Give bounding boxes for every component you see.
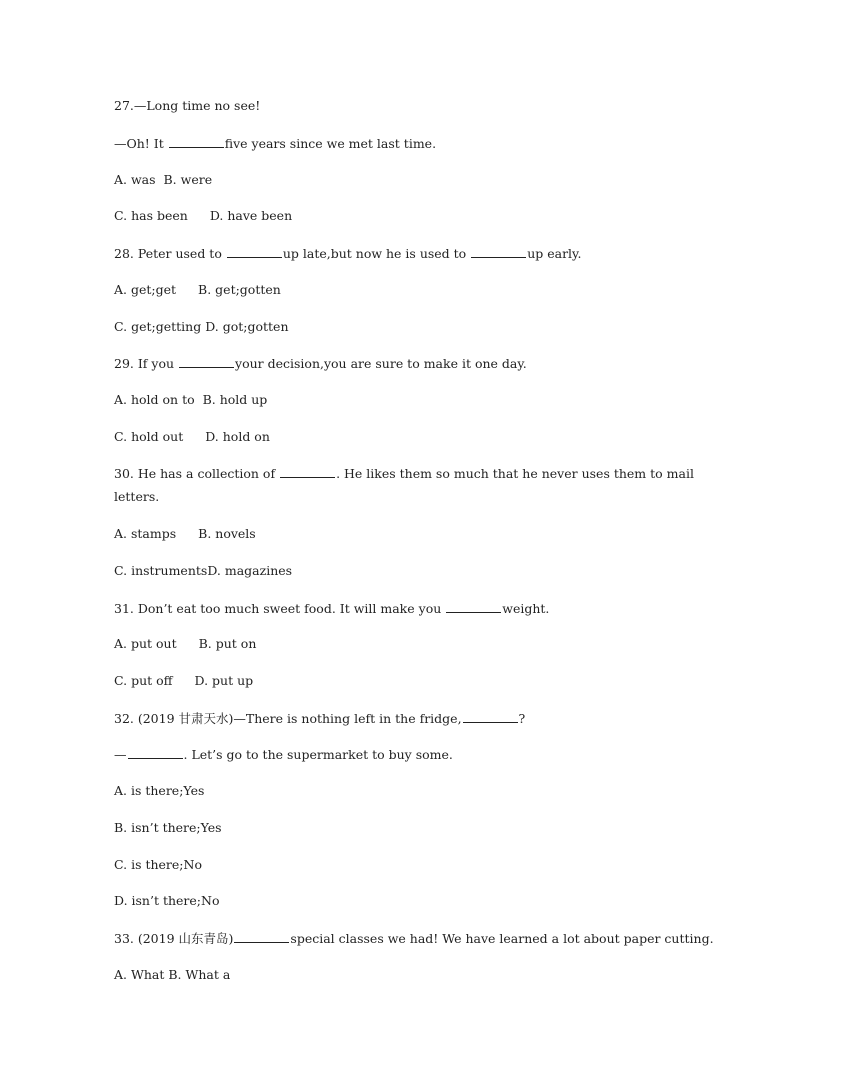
answer-blank	[234, 930, 289, 943]
option-c: C. is there;No	[114, 857, 202, 872]
q27-dialog: —Oh! It five years since we met last time.	[114, 136, 437, 151]
option-d: D. got;gotten	[205, 319, 289, 334]
option-a: A. What	[114, 967, 165, 982]
q32-option-d	[114, 893, 219, 909]
q32-option-a	[114, 783, 204, 799]
option-b: B. get;gotten	[198, 282, 281, 297]
q32-option-c	[114, 857, 202, 873]
option-d: D. isn’t there;No	[114, 893, 220, 908]
option-a: A. was	[114, 172, 156, 187]
q32-dialog: — . Let’s go to the supermarket to buy some.	[114, 747, 453, 762]
q33-stem: 33. (2019 山东青岛) special classes we had! We have learned a lot about paper cutting.	[114, 931, 714, 946]
q30-options-cd	[114, 563, 292, 579]
q29-stem: 29. If you your decision,you are sure to make it one day.	[114, 356, 527, 371]
q31-options-ab	[114, 636, 256, 652]
q28-options-cd	[114, 319, 289, 335]
option-c: C. get;getting	[114, 319, 202, 334]
option-c: C. instruments	[114, 563, 208, 578]
answer-blank	[227, 245, 282, 258]
option-a: A. hold on to	[114, 392, 195, 407]
answer-blank	[179, 355, 234, 368]
answer-blank	[280, 465, 335, 478]
q30-stem: 30. He has a collection of . He likes them so much that he never uses them to mail	[114, 466, 694, 481]
option-b: B. were	[163, 172, 213, 187]
option-b: B. isn’t there;Yes	[114, 820, 222, 835]
option-d: D. hold on	[205, 429, 270, 444]
q29-options-cd	[114, 429, 270, 445]
q27-options-ab	[114, 172, 212, 188]
answer-blank	[471, 245, 526, 258]
answer-blank	[169, 135, 224, 148]
q31-stem: 31. Don’t eat too much sweet food. It will make you weight.	[114, 601, 550, 616]
answer-blank	[128, 746, 183, 759]
option-d: D. put up	[194, 673, 254, 688]
option-a: A. put out	[114, 636, 177, 651]
option-a: A. get;get	[114, 282, 177, 297]
option-a: A. stamps	[114, 526, 177, 541]
q29-options-ab	[114, 392, 267, 408]
option-b: B. hold up	[202, 392, 268, 407]
option-d: D. have been	[209, 208, 293, 223]
option-d: D. magazines	[207, 563, 293, 578]
q32-stem: 32. (2019 甘肃天水)—There is nothing left in the fridge, ?	[114, 711, 526, 726]
q27-options-cd	[114, 208, 292, 224]
option-b: B. put on	[198, 636, 257, 651]
option-c: C. put off	[114, 673, 173, 688]
q31-options-cd	[114, 673, 253, 689]
answer-blank	[446, 600, 501, 613]
option-c: C. hold out	[114, 429, 184, 444]
q30-options-ab	[114, 526, 256, 542]
q33-options-ab	[114, 967, 230, 983]
option-c: C. has been	[114, 208, 188, 223]
q28-stem: 28. Peter used to up late,but now he is used to up early.	[114, 246, 582, 261]
q32-option-b	[114, 820, 222, 836]
q28-options-ab	[114, 282, 281, 298]
option-b: B. What a	[168, 967, 231, 982]
q30-stem-cont: letters.	[114, 489, 160, 504]
option-a: A. is there;Yes	[114, 783, 205, 798]
q27-stem: 27.—Long time no see!	[114, 98, 261, 113]
answer-blank	[463, 710, 518, 723]
option-b: B. novels	[198, 526, 256, 541]
